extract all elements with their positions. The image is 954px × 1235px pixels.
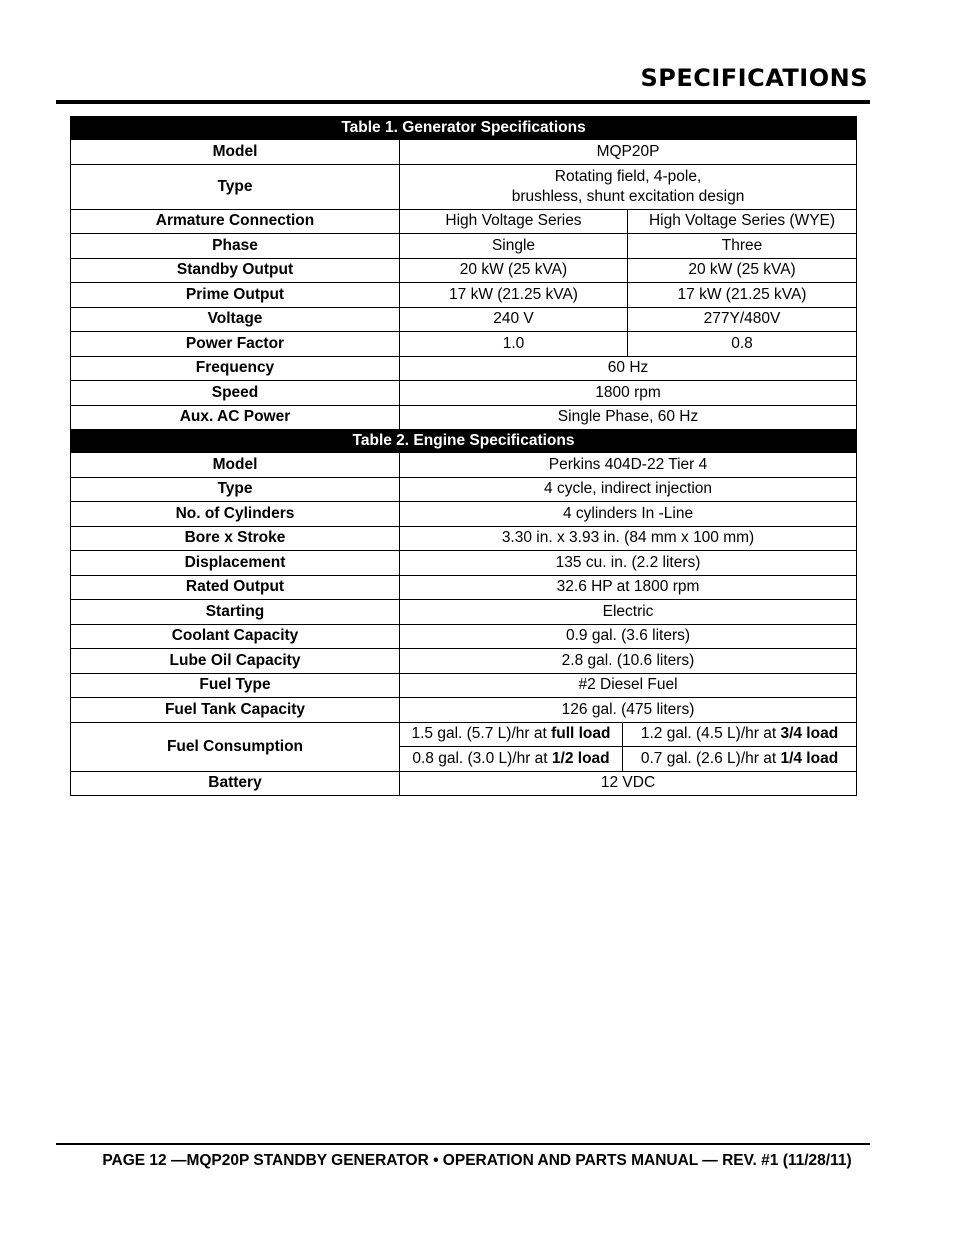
table2-header-row [71, 430, 857, 453]
row-value: Electric [400, 600, 857, 625]
row-label: Rated Output [71, 575, 400, 600]
row-value: 32.6 HP at 1800 rpm [400, 575, 857, 600]
row-value-three-phase: High Voltage Series (WYE) [628, 209, 857, 234]
row-label: Lube Oil Capacity [71, 649, 400, 674]
load-label: 3/4 load [780, 725, 839, 743]
row-label: No. of Cylinders [71, 502, 400, 527]
table-row [71, 502, 857, 527]
row-label: Bore x Stroke [71, 526, 400, 551]
table-row [71, 381, 857, 406]
row-label: Fuel Type [71, 673, 400, 698]
row-label: Voltage [71, 307, 400, 332]
row-value: 3.30 in. x 3.93 in. (84 mm x 100 mm) [400, 526, 857, 551]
specifications-table [70, 116, 857, 796]
row-label: Displacement [71, 551, 400, 576]
row-value: Perkins 404D-22 Tier 4 [400, 453, 857, 478]
table-row [71, 477, 857, 502]
table-row [71, 673, 857, 698]
row-value: 135 cu. in. (2.2 liters) [400, 551, 857, 576]
row-value: 126 gal. (475 liters) [400, 698, 857, 723]
load-label: full load [551, 725, 611, 743]
row-label: Type [71, 477, 400, 502]
row-label: Phase [71, 234, 400, 259]
consumption-rate: 0.7 gal. (2.6 L)/hr at [640, 749, 781, 767]
row-value: MQP20P [400, 140, 857, 165]
row-value-single-phase: High Voltage Series [400, 209, 628, 234]
row-label: Coolant Capacity [71, 624, 400, 649]
row-label: Aux. AC Power [71, 405, 400, 430]
page-title: SPECIFICATIONS [640, 64, 868, 92]
table-row [71, 140, 857, 165]
row-label: Battery [71, 771, 400, 796]
table-row [71, 600, 857, 625]
table-row [71, 526, 857, 551]
table-row [71, 575, 857, 600]
row-value-single-phase: 240 V [400, 307, 628, 332]
row-value-three-phase: Three [628, 234, 857, 259]
table-row [71, 405, 857, 430]
consumption-rate: 1.2 gal. (4.5 L)/hr at [640, 725, 781, 743]
row-label: Speed [71, 381, 400, 406]
table-row [71, 209, 857, 234]
row-value: 0.9 gal. (3.6 liters) [400, 624, 857, 649]
row-label: Fuel Tank Capacity [71, 698, 400, 723]
row-value: 1800 rpm [400, 381, 857, 406]
row-value: 2.8 gal. (10.6 liters) [400, 649, 857, 674]
row-label: Frequency [71, 356, 400, 381]
table-row [71, 551, 857, 576]
page-footer: PAGE 12 —MQP20P STANDBY GENERATOR • OPERATION AND PARTS MANUAL — REV. #1 (11/28/11) [102, 1152, 852, 1169]
table1-header-row [71, 117, 857, 140]
table-row [71, 307, 857, 332]
fuel-consumption-three-quarter-load [623, 722, 857, 747]
title-rule [56, 100, 870, 104]
row-value: 4 cylinders In -Line [400, 502, 857, 527]
row-label: Type [71, 164, 400, 209]
row-label: Model [71, 453, 400, 478]
table-row [71, 698, 857, 723]
row-label: Model [71, 140, 400, 165]
fuel-consumption-quarter-load [623, 747, 857, 772]
row-value: 60 Hz [400, 356, 857, 381]
table-row [71, 453, 857, 478]
row-value: 4 cycle, indirect injection [400, 477, 857, 502]
row-value-single-phase: 17 kW (21.25 kVA) [400, 283, 628, 308]
fuel-consumption-half-load [400, 747, 623, 772]
row-value-single-phase: 1.0 [400, 332, 628, 357]
type-line-1: Rotating field, 4-pole, [554, 167, 702, 185]
consumption-rate: 1.5 gal. (5.7 L)/hr at [411, 725, 552, 743]
table1-title: Table 1. Generator Specifications [71, 117, 857, 140]
row-label: Standby Output [71, 258, 400, 283]
row-value-single-phase: Single [400, 234, 628, 259]
table-row [71, 624, 857, 649]
row-value-single-phase: 20 kW (25 kVA) [400, 258, 628, 283]
fuel-consumption-full-load [400, 722, 623, 747]
row-value-three-phase: 0.8 [628, 332, 857, 357]
row-value-three-phase: 17 kW (21.25 kVA) [628, 283, 857, 308]
row-value [400, 164, 857, 209]
table-row [71, 283, 857, 308]
row-label: Prime Output [71, 283, 400, 308]
table2-title: Table 2. Engine Specifications [71, 430, 857, 453]
row-value-three-phase: 20 kW (25 kVA) [628, 258, 857, 283]
table-row [71, 771, 857, 796]
load-label: 1/4 load [780, 749, 839, 767]
footer-rule [56, 1143, 870, 1145]
table-row [71, 164, 857, 209]
row-value: #2 Diesel Fuel [400, 673, 857, 698]
table-row [71, 332, 857, 357]
row-label: Power Factor [71, 332, 400, 357]
table-row [71, 356, 857, 381]
table-row [71, 234, 857, 259]
table-row [71, 722, 857, 747]
table-row [71, 258, 857, 283]
load-label: 1/2 load [551, 749, 610, 767]
row-label: Fuel Consumption [71, 722, 400, 771]
consumption-rate: 0.8 gal. (3.0 L)/hr at [412, 749, 552, 767]
row-label: Starting [71, 600, 400, 625]
row-value: 12 VDC [400, 771, 857, 796]
type-line-2: brushless, shunt excitation design [511, 187, 745, 205]
row-label: Armature Connection [71, 209, 400, 234]
table-row [71, 649, 857, 674]
row-value: Single Phase, 60 Hz [400, 405, 857, 430]
row-value-three-phase: 277Y/480V [628, 307, 857, 332]
